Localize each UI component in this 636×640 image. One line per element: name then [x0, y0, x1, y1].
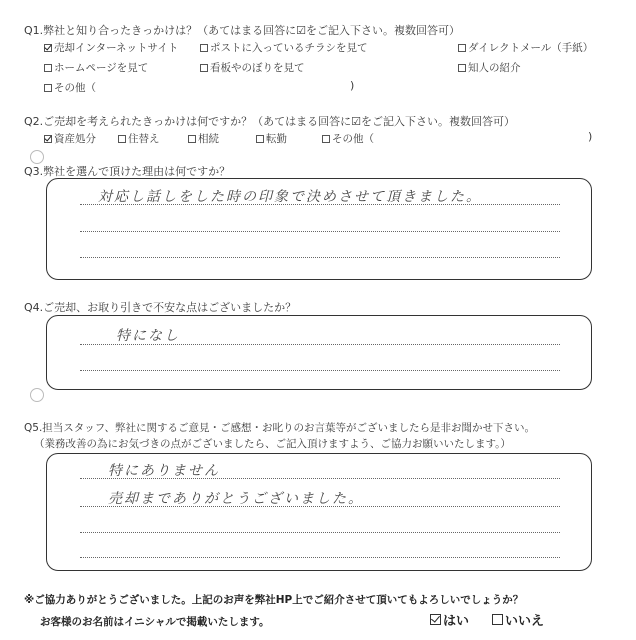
- q3-title: Q3.弊社を選んで頂けた理由は何ですか？: [24, 165, 231, 178]
- q4-ruled-line-1: [80, 344, 560, 345]
- q4-ruled-line-2: [80, 370, 560, 371]
- q1-checkbox-2[interactable]: [200, 44, 208, 52]
- q2-checkbox-1[interactable]: [44, 135, 52, 143]
- q1-option-2[interactable]: ポストに入っているチラシを見て: [200, 40, 368, 55]
- q1-checkbox-4[interactable]: [44, 64, 52, 72]
- q1-other-close: ): [350, 79, 355, 92]
- q5-answer-line-1: 特にありません: [108, 463, 220, 479]
- q2-checkbox-3[interactable]: [188, 135, 196, 143]
- q5-title: Q5.担当スタッフ、弊社に関するご意見・ご感想・お叱りのお言葉等がございましたら是非お聞かせ下さい。: [24, 422, 535, 434]
- consent-no-checkbox[interactable]: [492, 614, 503, 625]
- punch-hole: [30, 388, 44, 402]
- q2-title: Q2.ご売却を考えられたきっかけは何ですか？（あてはまる回答に☑をご記入下さい。複数回答可）: [24, 115, 516, 128]
- q5-subtitle: （業務改善の為にお気づきの点がございましたら、ご記入頂けますよう、ご協力お願いいたします。）: [34, 438, 511, 450]
- q2-checkbox-4[interactable]: [256, 135, 264, 143]
- q2-option-2[interactable]: 住替え: [118, 131, 160, 146]
- footer-thanks: ※ご協力ありがとうございました。上記のお声を弊社HP上でご紹介させて頂いてもよろしいでしょうか？: [24, 594, 524, 606]
- q3-answer-line-1: 対応し話しをした時の印象で決めさせて頂きました。: [98, 189, 482, 205]
- q2-other-close: ): [588, 130, 593, 143]
- q1-title: Q1.弊社と知り合ったきっかけは？（あてはまる回答に☑をご記入下さい。複数回答可）: [24, 24, 461, 37]
- q3-ruled-line-3: [80, 257, 560, 258]
- q1-option-4[interactable]: ホームページを見て: [44, 60, 148, 75]
- q4-title: Q4.ご売却、お取り引きで不安な点はございましたか？: [24, 301, 297, 314]
- q5-ruled-line-4: [80, 557, 560, 558]
- q2-option-3[interactable]: 相続: [188, 131, 219, 146]
- q4-answer-line-1: 特になし: [116, 328, 180, 344]
- q5-answer-line-2: 売却までありがとうございました。: [108, 491, 364, 507]
- q2-checkbox-2[interactable]: [118, 135, 126, 143]
- q2-option-5[interactable]: その他（: [322, 131, 374, 146]
- punch-hole: [30, 150, 44, 164]
- q5-ruled-line-2: [80, 506, 560, 507]
- q5-ruled-line-3: [80, 532, 560, 533]
- consent-yes[interactable]: はい: [430, 610, 469, 629]
- q1-option-1[interactable]: 売却インターネットサイト: [44, 40, 178, 55]
- consent-yes-checkbox[interactable]: [430, 614, 441, 625]
- q1-checkbox-1[interactable]: [44, 44, 52, 52]
- footer-initial-note: お客様のお名前はイニシャルで掲載いたします。: [40, 616, 270, 628]
- q1-option-3[interactable]: ダイレクトメール（手紙）: [458, 40, 593, 55]
- q1-option-5[interactable]: 看板やのぼりを見て: [200, 60, 305, 75]
- q2-option-4[interactable]: 転勤: [256, 131, 287, 146]
- q1-checkbox-3[interactable]: [458, 44, 466, 52]
- q3-ruled-line-2: [80, 231, 560, 232]
- q1-option-6[interactable]: 知人の紹介: [458, 60, 521, 75]
- q1-checkbox-6[interactable]: [458, 64, 466, 72]
- q3-ruled-line-1: [80, 204, 560, 205]
- q2-option-1[interactable]: 資産処分: [44, 131, 96, 146]
- q1-checkbox-5[interactable]: [200, 64, 208, 72]
- q1-option-7[interactable]: その他（: [44, 80, 96, 95]
- q2-checkbox-5[interactable]: [322, 135, 330, 143]
- q5-ruled-line-1: [80, 478, 560, 479]
- consent-no[interactable]: いいえ: [492, 610, 544, 629]
- q1-checkbox-7[interactable]: [44, 84, 52, 92]
